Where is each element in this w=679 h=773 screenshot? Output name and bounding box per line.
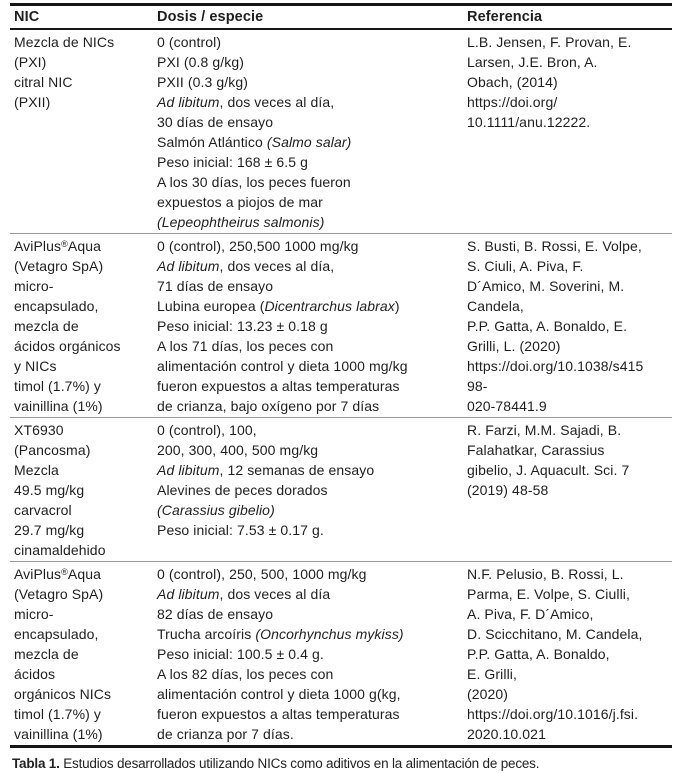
text-line: D´Amico, M. Soverini, M.	[467, 278, 625, 294]
text-line: 0 (control), 250, 500, 1000 mg/kg	[157, 566, 367, 582]
text-line: P.P. Gatta, A. Bonaldo, E.	[467, 318, 628, 334]
column-header-referencia: Referencia	[467, 9, 543, 25]
text-line: encapsulado,	[14, 298, 99, 314]
text-line: Peso inicial: 7.53 ± 0.17 g.	[157, 522, 324, 538]
text-line: 98-	[467, 378, 488, 394]
cell-dosis-especie	[157, 32, 467, 232]
text-line: Salmón Atlántico (Salmo salar)	[157, 134, 352, 150]
cell-referencia	[467, 420, 672, 560]
table-header-row	[10, 3, 672, 30]
table-body	[10, 30, 672, 748]
text-line: AviPlus®Aqua	[14, 566, 101, 582]
text-line: timol (1.7%) y	[14, 378, 101, 394]
text-line: PXII (0.3 g/kg)	[157, 74, 248, 90]
caption-text: Estudios desarrollados utilizando NICs como aditivos en la alimentación de peces.	[59, 756, 540, 771]
text-line: (Vetagro SpA)	[14, 258, 104, 274]
text-line: encapsulado,	[14, 626, 99, 642]
text-line: 10.1111/anu.12222.	[467, 114, 591, 130]
text-line: 2020.10.021	[467, 726, 546, 742]
text-line: cinamaldehido	[14, 542, 106, 558]
text-line: Larsen, J.E. Bron, A.	[467, 54, 598, 70]
text-line: micro-	[14, 606, 54, 622]
text-line: Falahatkar, Carassius	[467, 442, 605, 458]
text-line: 30 días de ensayo	[157, 114, 274, 130]
text-line: 200, 300, 400, 500 mg/kg	[157, 442, 319, 458]
column-header-nic: NIC	[14, 9, 40, 25]
text-line: 0 (control)	[157, 34, 222, 50]
text-line: Grilli, L. (2020)	[467, 338, 561, 354]
table-row	[10, 234, 672, 418]
text-line: de crianza, bajo oxígeno por 7 días	[157, 398, 380, 414]
text-line: S. Ciuli, A. Piva, F.	[467, 258, 584, 274]
text-line: fueron expuestos a altas temperaturas	[157, 378, 400, 394]
text-line: alimentación control y dieta 1000 g(kg,	[157, 686, 401, 702]
text-line: vainillina (1%)	[14, 726, 103, 742]
text-line: https://doi.org/	[467, 94, 558, 110]
cell-referencia	[467, 32, 672, 232]
cell-nic	[10, 236, 157, 416]
text-line: (PXII)	[14, 94, 51, 110]
text-line: L.B. Jensen, F. Provan, E.	[467, 34, 632, 50]
text-line: (2020)	[467, 686, 509, 702]
text-line: carvacrol	[14, 502, 72, 518]
text-line: Mezcla	[14, 462, 59, 478]
cell-dosis-especie	[157, 564, 467, 744]
cell-referencia	[467, 236, 672, 416]
text-line: mezcla de	[14, 318, 79, 334]
text-line: orgánicos NICs	[14, 686, 112, 702]
text-line: alimentación control y dieta 1000 mg/kg	[157, 358, 408, 374]
text-line: citral NIC	[14, 74, 73, 90]
text-line: Ad libitum, 12 semanas de ensayo	[157, 462, 375, 478]
text-line: fueron expuestos a altas temperaturas	[157, 706, 400, 722]
text-line: E. Grilli,	[467, 666, 517, 682]
text-line: 82 días de ensayo	[157, 606, 274, 622]
text-line: ácidos	[14, 666, 56, 682]
column-header-dosis-especie: Dosis / especie	[157, 9, 264, 25]
text-line: https://doi.org/10.1038/s415	[467, 358, 644, 374]
text-line: Lubina europea (Dicentrarchus labrax)	[157, 298, 400, 314]
text-line: 020-78441.9	[467, 398, 547, 414]
text-line: XT6930	[14, 422, 64, 438]
text-line: Mezcla de NICs	[14, 34, 115, 50]
text-line: https://doi.org/10.1016/j.fsi.	[467, 706, 639, 722]
table-row	[10, 418, 672, 562]
text-line: de crianza por 7 días.	[157, 726, 294, 742]
text-line: A los 71 días, los peces con	[157, 338, 334, 354]
text-line: P.P. Gatta, A. Bonaldo,	[467, 646, 610, 662]
text-line: Peso inicial: 13.23 ± 0.18 g	[157, 318, 328, 334]
text-line: N.F. Pelusio, B. Rossi, L.	[467, 566, 624, 582]
text-line: A los 30 días, los peces fueron	[157, 174, 351, 190]
text-line: (Lepeophtheirus salmonis)	[157, 214, 325, 230]
text-line: Peso inicial: 100.5 ± 0.4 g.	[157, 646, 324, 662]
text-line: mezcla de	[14, 646, 79, 662]
cell-referencia	[467, 564, 672, 744]
nic-studies-table	[10, 3, 672, 748]
table-caption	[12, 755, 672, 772]
cell-dosis-especie	[157, 420, 467, 560]
text-line: AviPlus®Aqua	[14, 238, 101, 254]
text-line: Parma, E. Volpe, S. Ciulli,	[467, 586, 630, 602]
text-line: (PXI)	[14, 54, 47, 70]
text-line: ácidos orgánicos	[14, 338, 121, 354]
caption-label: Tabla 1.	[12, 756, 60, 771]
text-line: 71 días de ensayo	[157, 278, 274, 294]
cell-nic	[10, 32, 157, 232]
text-line: vainillina (1%)	[14, 398, 103, 414]
text-line: D. Scicchitano, M. Candela,	[467, 626, 643, 642]
text-line: gibelio, J. Aquacult. Sci. 7	[467, 462, 630, 478]
text-line: 49.5 mg/kg	[14, 482, 85, 498]
table-row	[10, 562, 672, 748]
text-line: (2019) 48-58	[467, 482, 549, 498]
text-line: Ad libitum, dos veces al día	[157, 586, 331, 602]
text-line: A. Piva, F. D´Amico,	[467, 606, 594, 622]
text-line: R. Farzi, M.M. Sajadi, B.	[467, 422, 622, 438]
cell-nic	[10, 420, 157, 560]
text-line: Ad libitum, dos veces al día,	[157, 258, 335, 274]
text-line: (Vetagro SpA)	[14, 586, 104, 602]
cell-dosis-especie	[157, 236, 467, 416]
text-line: Alevines de peces dorados	[157, 482, 328, 498]
cell-nic	[10, 564, 157, 744]
text-line: 0 (control), 100,	[157, 422, 257, 438]
text-line: A los 82 días, los peces con	[157, 666, 334, 682]
text-line: Candela,	[467, 298, 524, 314]
text-line: Obach, (2014)	[467, 74, 558, 90]
text-line: PXI (0.8 g/kg)	[157, 54, 244, 70]
text-line: (Carassius gibelio)	[157, 502, 275, 518]
text-line: y NICs	[14, 358, 57, 374]
text-line: Peso inicial: 168 ± 6.5 g	[157, 154, 309, 170]
text-line: (Pancosma)	[14, 442, 91, 458]
text-line: micro-	[14, 278, 54, 294]
text-line: 29.7 mg/kg	[14, 522, 85, 538]
text-line: S. Busti, B. Rossi, E. Volpe,	[467, 238, 642, 254]
table-row	[10, 30, 672, 234]
text-line: Trucha arcoíris (Oncorhynchus mykiss)	[157, 626, 404, 642]
text-line: expuestos a piojos de mar	[157, 194, 323, 210]
text-line: Ad libitum, dos veces al día,	[157, 94, 335, 110]
text-line: 0 (control), 250,500 1000 mg/kg	[157, 238, 359, 254]
text-line: timol (1.7%) y	[14, 706, 101, 722]
